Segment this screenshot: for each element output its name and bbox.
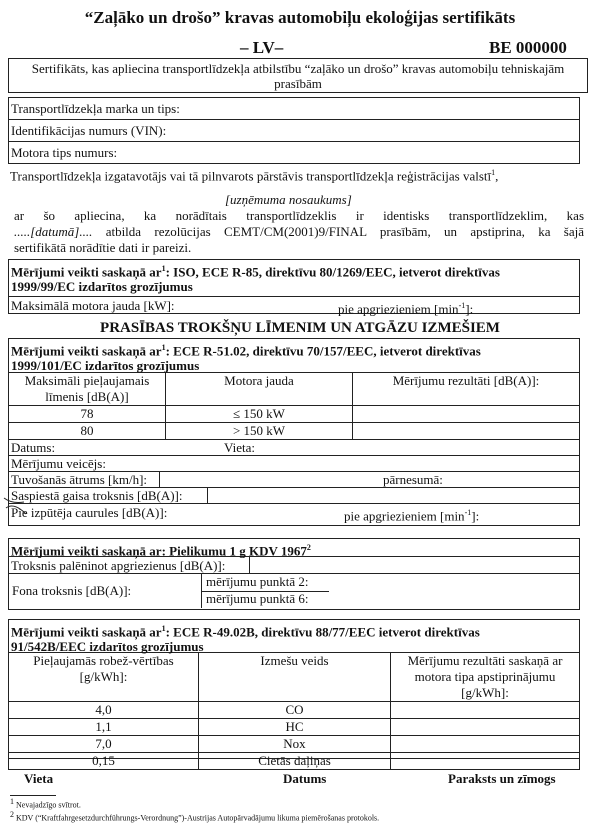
- footnote-divider: [10, 795, 56, 796]
- statement-body-a: ar šo apliecina, ka norādītais transportlīdzeklis ir identisks transportlīdzeklim, kas: [14, 208, 584, 223]
- certificate-title: “Zaļāko un drošo” kravas automobiļu ekoloģijas sertifikāts: [84, 8, 516, 27]
- company-placeholder: [uzņēmuma nosaukums]: [225, 192, 352, 207]
- noise-col-result-header: Mērījumu rezultāti [dB(A)]:: [353, 373, 580, 406]
- table-row: 0,15 Cietās daļiņas: [9, 753, 580, 770]
- power-heading: Mērījumi veikti saskaņā $ar^1$: ISO, ECE R-85, direktīvu 80/1269/EEC, ietverot direktīvas 1999/99/EC izdarītos grozījumus: [11, 264, 500, 295]
- certificate-number: BE 000000: [489, 38, 567, 57]
- noise-heading: Mērījumi veikti saskaņā $ar^1$: ECE R-51.02, direktīvu 70/157/EEC, ietverot direktīvas 1999/101/EC izdarītos grozījumus: [11, 343, 481, 374]
- statement-body-b: .....[datumā].... atbilda rezolūcijas CEMT/CM(2001)9/FINAL prasībām, un apstiprina, ka šajā: [14, 224, 584, 239]
- noise-exhaust-row: Pie izpūtēja caurules [dB(A)]: pie apgriezieniem $[\min^{-1}]$:: [11, 505, 480, 524]
- noise-col-level-header: Maksimāli pieļaujamais līmenis [dB(A)]: [9, 373, 166, 406]
- footnote-2: $^2$ KDV (“Kraftfahrgesetzdurchführungs-Verordnung”)-Austrijas Autopārvadājumu likuma piemērošanas protokols.: [10, 810, 380, 823]
- intro-text: Sertifikāts, kas apliecina transportlīdzekļa atbilstību “zaļāko un drošo” kravas automobiļu tehniskajām prasībām: [8, 58, 588, 93]
- noise-col-power-header: Motora jauda: [166, 373, 353, 406]
- table-row: 78 ≤ 150 kW: [9, 406, 580, 423]
- exhaust-rpm-label: pie apgriezieniem $[\min^{-1}]$:: [344, 508, 480, 524]
- noise-limits-table: [8, 372, 580, 440]
- emission-col-limit-header: Pieļaujamās robež-vērtības [g/kWh]:: [9, 653, 199, 702]
- emission-col-result-header: Mērījumu rezultāti saskaņā ar motora tipa apstiprinājumu [g/kWh]:: [391, 653, 580, 702]
- noise-section: [8, 338, 580, 526]
- emission-limits-table: [8, 652, 580, 770]
- noise-approach-row: Tuvošanās ātrums [km/h]: pārnesumā:: [9, 472, 579, 488]
- kdv-idle-noise-row: Troksnis palēninot apgriezienus [dB(A)]:: [9, 557, 579, 574]
- power-rpm-label: pie apgriezieniem $[\min^{-1}]$:: [338, 301, 474, 317]
- handwritten-mark: [2, 494, 30, 518]
- signature-sign-stamp: Paraksts un zīmogs: [448, 771, 556, 786]
- table-row: 7,0 Nox: [9, 736, 580, 753]
- emission-heading: Mērījumi veikti saskaņā $ar^1$: ECE R-49.02B, direktīvu 88/77/EEC ietverot direktīvas 91/542B/EEC izdarītos grozījumus: [9, 620, 579, 653]
- vin-field: Identifikācijas numurs (VIN):: [9, 120, 579, 142]
- kdv-heading: Mērījumi veikti saskaņā ar: Pielikumu 1 g KDV 1967$^2$: [9, 539, 579, 557]
- statement-body-c: sertifikātā norādītie dati ir pareizi.: [14, 240, 192, 255]
- make-type-field: Transportlīdzekļa marka un tips:: [9, 98, 579, 120]
- statement-line1: Transportlīdzekļa izgatavotājs vai tā pilnvarots pārstāvis transportlīdzekļa reģistrācijas valstī$^1$,: [10, 168, 499, 184]
- emission-col-type-header: Izmešu veids: [199, 653, 391, 702]
- noise-performed-row: Mērījumu veicējs:: [9, 456, 579, 472]
- noise-compressed-air-row: Saspiestā gaisa troksnis [dB(A)]:: [9, 488, 579, 504]
- kdv-background-row: Fona troksnis [dB(A)]: mērījumu punktā 2: mērījumu punktā 6:: [9, 574, 579, 608]
- emission-section: [8, 619, 580, 768]
- noise-date-row: Datums: Vieta:: [9, 440, 579, 456]
- noise-emissions-title: PRASĪBAS TROKŠŅU LĪMENIM UN ATGĀZU IZMEŠIEM: [100, 320, 500, 336]
- max-power-row: Maksimālā motora jauda [kW]: pie apgriezieniem $[\min^{-1}]$:: [11, 298, 474, 317]
- signature-date: Datums: [283, 771, 327, 786]
- signature-place: Vieta: [24, 771, 54, 786]
- country-code: – LV–: [240, 38, 284, 57]
- table-row: 1,1 HC: [9, 719, 580, 736]
- table-row: 80 > 150 kW: [9, 423, 580, 440]
- engine-field: Motora tips numurs:: [11, 145, 118, 160]
- vehicle-fields-box: [8, 97, 580, 164]
- table-row: 4,0 CO: [9, 702, 580, 719]
- footnote-1: $^1$ Nevajadzīgo svītrot.: [10, 797, 81, 810]
- power-section: [8, 259, 580, 317]
- kdv-section: [8, 538, 580, 610]
